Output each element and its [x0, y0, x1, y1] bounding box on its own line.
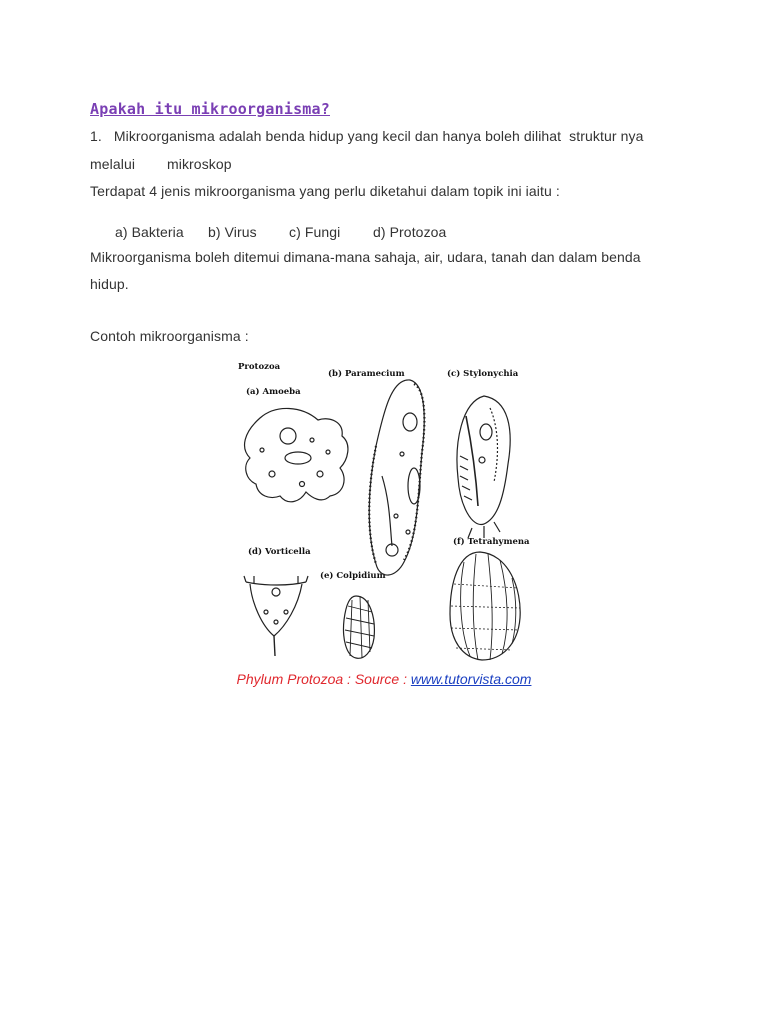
- label-amoeba: (a) Amoeba: [246, 387, 301, 397]
- point-1-line-1: 1. Mikroorganisma adalah benda hidup yang kecil dan hanya boleh dilihat struktur nya: [90, 128, 644, 144]
- page-heading: Apakah itu mikroorganisma?: [90, 100, 330, 118]
- types-intro: Terdapat 4 jenis mikroorganisma yang perlu diketahui dalam topik ini iaitu :: [90, 183, 560, 199]
- label-tetrahymena: (f) Tetrahymena: [453, 537, 530, 547]
- protozoa-figure: [232, 356, 532, 662]
- type-fungi: c) Fungi: [288, 224, 341, 240]
- type-bakteria: a) Bakteria: [114, 224, 184, 240]
- amoeba-drawing: [245, 408, 348, 501]
- paragraph-line-1: Mikroorganisma boleh ditemui dimana-mana sahaja, air, udara, tanah dan dalam benda: [90, 249, 641, 265]
- paramecium-drawing: [369, 380, 424, 575]
- figure-title: Protozoa: [238, 362, 281, 372]
- point-1-line-2: melalui mikroskop: [90, 156, 232, 172]
- source-link[interactable]: www.tutorvista.com: [410, 671, 532, 687]
- label-colpidium: (e) Colpidium: [320, 571, 386, 581]
- label-paramecium: (b) Paramecium: [328, 369, 405, 379]
- label-stylonychia: (c) Stylonychia: [447, 369, 519, 379]
- vorticella-drawing: [244, 576, 308, 656]
- type-protozoa: d) Protozoa: [372, 224, 447, 240]
- type-virus: b) Virus: [207, 224, 257, 240]
- tetrahymena-drawing: [450, 552, 520, 660]
- example-label: Contoh mikroorganisma :: [90, 328, 249, 344]
- stylonychia-drawing: [457, 396, 510, 538]
- caption-text: Phylum Protozoa : Source :: [236, 671, 411, 687]
- figure-caption: [0, 671, 768, 687]
- colpidium-drawing: [344, 596, 375, 658]
- label-vorticella: (d) Vorticella: [248, 547, 311, 557]
- paragraph-line-2: hidup.: [90, 276, 129, 292]
